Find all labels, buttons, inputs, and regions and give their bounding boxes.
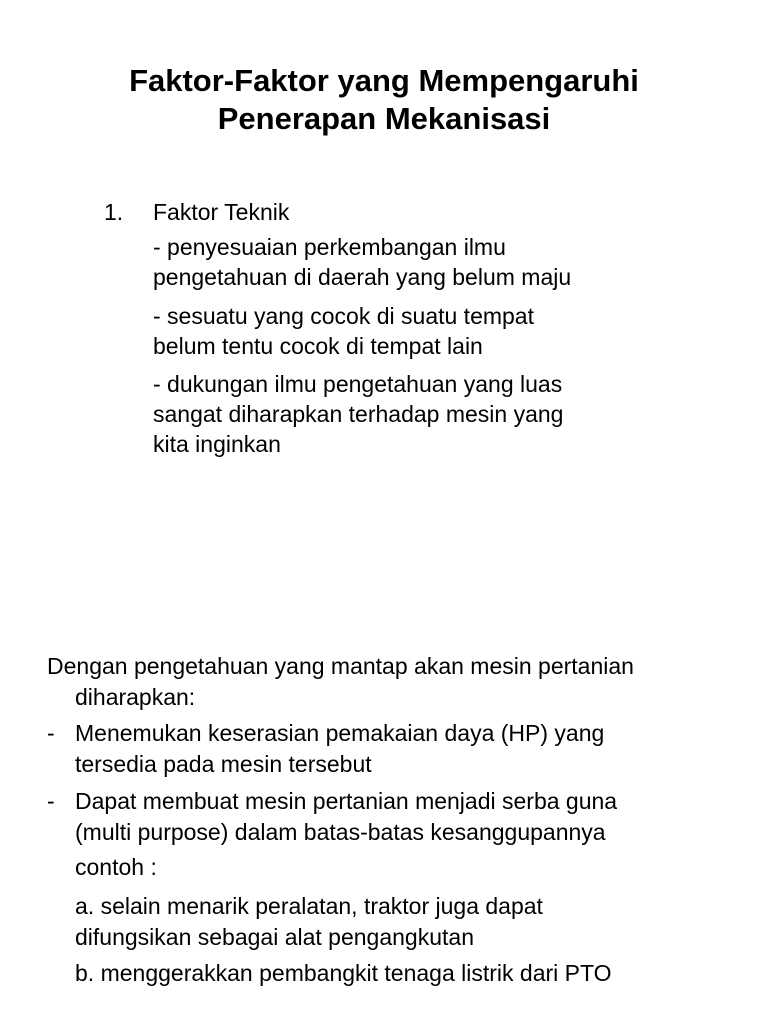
bullet-item xyxy=(47,718,747,780)
title-line-2: Penerapan Mekanisasi xyxy=(217,101,551,136)
bullet-row xyxy=(47,718,747,780)
example-line: b. menggerakkan pembangkit tenaga listrik dari PTO xyxy=(75,960,612,986)
bullet-dash: - xyxy=(47,788,55,814)
bullet-line: Menemukan keserasian pemakaian daya (HP) yang xyxy=(75,720,605,746)
example-heading xyxy=(47,852,747,883)
example-heading-text: contoh : xyxy=(75,854,157,880)
intro-line: diharapkan: xyxy=(75,684,196,710)
bullet-line: tersedia pada mesin tersebut xyxy=(75,751,372,777)
sub-point-line: kita inginkan xyxy=(153,431,281,457)
bullet-item xyxy=(47,786,747,848)
sub-point-line: - penyesuaian perkembangan ilmu xyxy=(153,234,506,260)
title-line-1: Faktor-Faktor yang Mempengaruhi xyxy=(129,63,639,98)
intro-paragraph xyxy=(47,651,747,713)
sub-point-line: belum tentu cocok di tempat lain xyxy=(153,333,483,359)
example-b xyxy=(47,958,747,989)
sub-point xyxy=(153,301,673,361)
bullet-line: Dapat membuat mesin pertanian menjadi serba guna xyxy=(75,788,618,814)
intro-line: Dengan pengetahuan yang mantap akan mesin pertanian xyxy=(47,653,634,679)
bullet-dash: - xyxy=(47,720,55,746)
sub-point-line: pengetahuan di daerah yang belum maju xyxy=(153,264,572,290)
sub-point-line: - sesuatu yang cocok di suatu tempat xyxy=(153,303,534,329)
slide-title xyxy=(0,62,768,138)
sub-point-line: sangat diharapkan terhadap mesin yang xyxy=(153,401,564,427)
sub-point-line: - dukungan ilmu pengetahuan yang luas xyxy=(153,371,563,397)
example-line: difungsikan sebagai alat pengangkutan xyxy=(75,924,474,950)
list-heading: Faktor Teknik xyxy=(153,199,290,225)
sub-point xyxy=(153,232,673,292)
bullet-row xyxy=(47,786,747,848)
list-number: 1. xyxy=(104,199,124,225)
example-line: a. selain menarik peralatan, traktor juga dapat xyxy=(75,893,543,919)
sub-point xyxy=(153,369,673,459)
bullet-line: (multi purpose) dalam batas-batas kesanggupannya xyxy=(75,819,606,845)
example-a xyxy=(47,891,747,953)
